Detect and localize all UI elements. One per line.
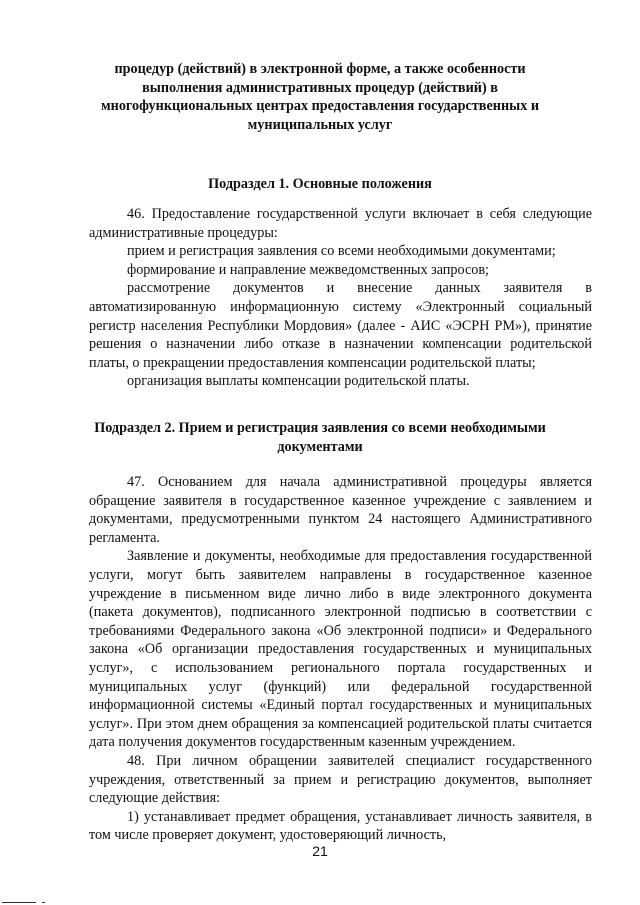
section-2-title: Подраздел 2. Прием и регистрация заявления со всеми необходимыми документами [94,420,546,455]
paragraph-46: 46. Предоставление государственной услуги включает в себя следующие административные процедуры: [89,206,592,241]
section-1-title: Подраздел 1. Основные положения [208,176,432,192]
section-1-body [89,205,592,391]
procedure-item: формирование и направление межведомственных запросов; [127,261,489,278]
procedure-item: рассмотрение документов и внесение данных заявителя в автоматизированную информационную систему «Электронный социальный регистр населения Республики Мордовия» (далее - АИС «ЭСРН РМ»), принятие решения о назначении либо отказе в назначении компенсации родительской платы, о прекращении предоставления компенсации родительской платы; [89,280,592,371]
footer-mark [42,902,45,903]
paragraph-48-item-1: 1) устанавливает предмет обращения, устанавливает личность заявителя, в том числе проверяет документ, удостоверяющий личность, [89,808,592,844]
paragraph-47-submission: Заявление и документы, необходимые для предоставления государственной услуги, могут быть заявителем направлены в государственное казенное учреждение в письменном виде лично либо в виде электронного документа (пакета документов), подписанного электронной подписью в соответствии с требованиями Федерального закона «Об электронной подписи» и Федерального закона «Об организации предоставления государственных и муниципальных услуг», с использованием регионального портала государственных и муниципальных услуг (функций) или федеральной государственной информационной системы «Единый портал государственных и муниципальных услуг». При этом днем обращения за компенсацией родительской платы считается дата получения документов государственным казенным учреждением. [89,548,592,751]
page-number: 21 [312,843,328,859]
intro-heading: процедур (действий) в электронной форме, а также особенности выполнения административных процедур (действий) в многофункциональных центрах предоставления государственных и муниципальных услуг [100,61,540,133]
paragraph-47: 47. Основанием для начала административной процедуры является обращение заявителя в государственное казенное учреждение с заявлением и документами, предусмотренными пунктом 24 настоящего Административного регламента. [89,474,592,546]
section-2-body [89,473,592,845]
footer-rule [2,902,36,903]
procedure-item: организация выплаты компенсации родительской платы. [127,373,470,390]
paragraph-48: 48. При личном обращении заявителей специалист государственного учреждения, ответственный за прием и регистрацию документов, выполняет следующие действия: [89,752,592,807]
procedure-item: прием и регистрация заявления со всеми необходимыми документами; [127,243,556,260]
